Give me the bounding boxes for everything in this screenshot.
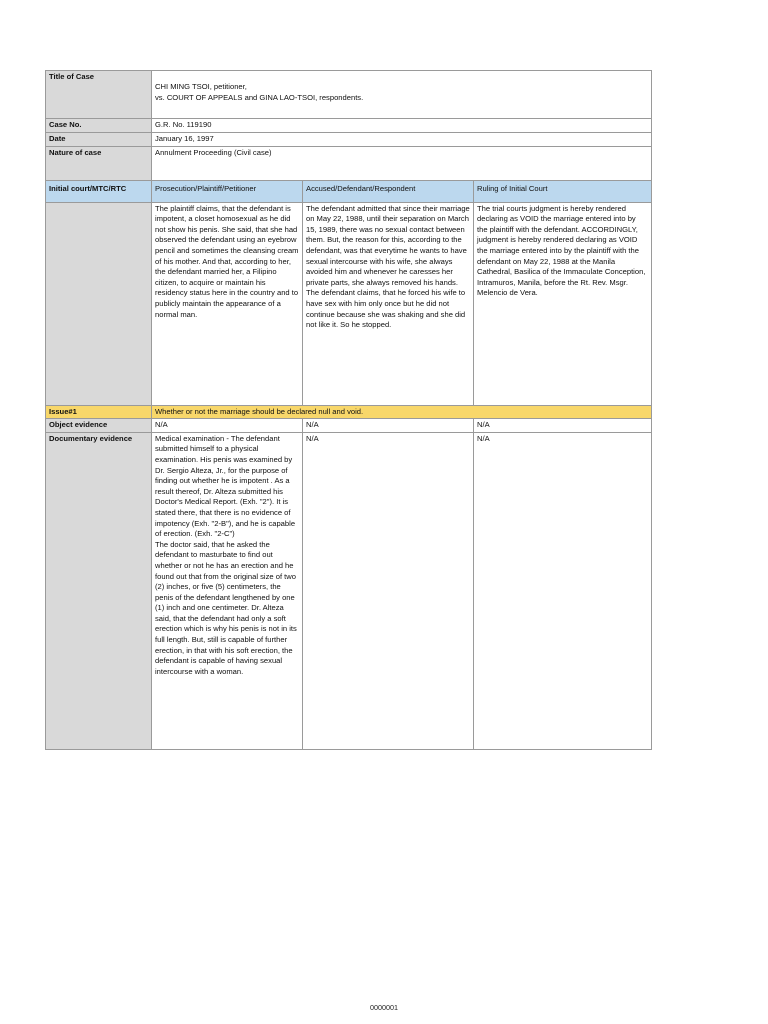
issue-label: Issue#1 (46, 405, 152, 419)
documentary-evidence-col2: N/A (303, 432, 474, 749)
title-line1: CHI MING TSOI, petitioner, (155, 82, 247, 91)
issue-row (46, 405, 652, 419)
medical-exam-paragraph: Medical examination - The defendant submitted himself to a physical examination. His penis was examined by Dr. Sergio Alteza, Jr., for the purpose of finding out whether he is impotent . As a result thereof, Dr. Alteza submitted his Doctor's Medical Report. (Exh. "2"). It is stated there, that there is no evidence of impotency (Exh. "2-B"), and he is capable of erection. (Exh. "2-C") (155, 433, 296, 539)
object-evidence-col2: N/A (303, 419, 474, 433)
page-number: 0000001 (370, 1003, 398, 1012)
date-value: January 16, 1997 (152, 132, 652, 146)
date-label: Date (46, 132, 152, 146)
object-evidence-label: Object evidence (46, 419, 152, 433)
title-value (152, 71, 652, 119)
date-row (46, 132, 652, 146)
nature-value: Annulment Proceeding (Civil case) (152, 146, 652, 180)
initial-court-ruling: The trial courts judgment is hereby rendered declaring as VOID the marriage entered into by the plaintiff with the defendant. ACCORDINGLY, judgment is hereby rendered declaring as VOID the marriage entered into by the plaintiff with the defendant on May 22, 1988 at the Manila Cathedral, Basilica of the Immaculate Conception, Intramuros, Manila, before the Rt. Rev. Msgr. Melencio de Vera. (474, 202, 652, 405)
header-ruling: Ruling of Initial Court (474, 180, 652, 202)
object-evidence-col1: N/A (152, 419, 303, 433)
doctor-statement-paragraph: The doctor said, that he asked the defendant to masturbate to find out whether or not he has an erection and he found out that from the original size of two (2) inches, or five (5) centimeters, the penis of the defendant lengthened by one (1) inch and one centimeter. Dr. Alteza said, that the defendant had only a soft erection which is why his penis is not in its full length. But, still is capable of further erection, in that with his soft erection, the defendant is capable of having sexual intercourse with a woman. (155, 539, 297, 676)
title-label: Title of Case (46, 71, 152, 119)
documentary-evidence-row (46, 432, 652, 749)
documentary-evidence-col1 (152, 432, 303, 749)
issue-value: Whether or not the marriage should be declared null and void. (152, 405, 652, 419)
claims-label (46, 202, 152, 405)
claims-row (46, 202, 652, 405)
title-row (46, 71, 652, 119)
plaintiff-claims: The plaintiff claims, that the defendant is impotent, a closet homosexual as he did not show his penis. She said, that she had observed the defendant using an eyebrow pencil and sometimes the cleansing cream of his mother. And that, according to her, the defendant married her, a Filipino citizen, to acquire or maintain his residency status here in the country and to publicly maintain the appearance of a normal man. (152, 202, 303, 405)
header-accused: Accused/Defendant/Respondent (303, 180, 474, 202)
nature-label: Nature of case (46, 146, 152, 180)
initial-court-label: Initial court/MTC/RTC (46, 180, 152, 202)
object-evidence-col3: N/A (474, 419, 652, 433)
title-line2: vs. COURT OF APPEALS and GINA LAO-TSOI, respondents. (155, 92, 364, 102)
case-no-label: Case No. (46, 119, 152, 133)
documentary-evidence-label: Documentary evidence (46, 432, 152, 749)
documentary-evidence-col3: N/A (474, 432, 652, 749)
case-digest-table (45, 70, 652, 750)
object-evidence-row (46, 419, 652, 433)
case-no-row (46, 119, 652, 133)
defendant-claims: The defendant admitted that since their marriage on May 22, 1988, until their separation on March 15, 1989, there was no sexual contact between them. But, the reason for this, according to the defendant, was that everytime he wants to have sexual intercourse with his wife, she always avoided him and whenever he caresses her private parts, she always removed his hands. The defendant claims, that he forced his wife to have sex with him only once but he did not continue because she was shaking and she did not like it. So he stopped. (303, 202, 474, 405)
header-prosecution: Prosecution/Plaintiff/Petitioner (152, 180, 303, 202)
case-no-value: G.R. No. 119190 (152, 119, 652, 133)
nature-row (46, 146, 652, 180)
initial-court-row (46, 180, 652, 202)
